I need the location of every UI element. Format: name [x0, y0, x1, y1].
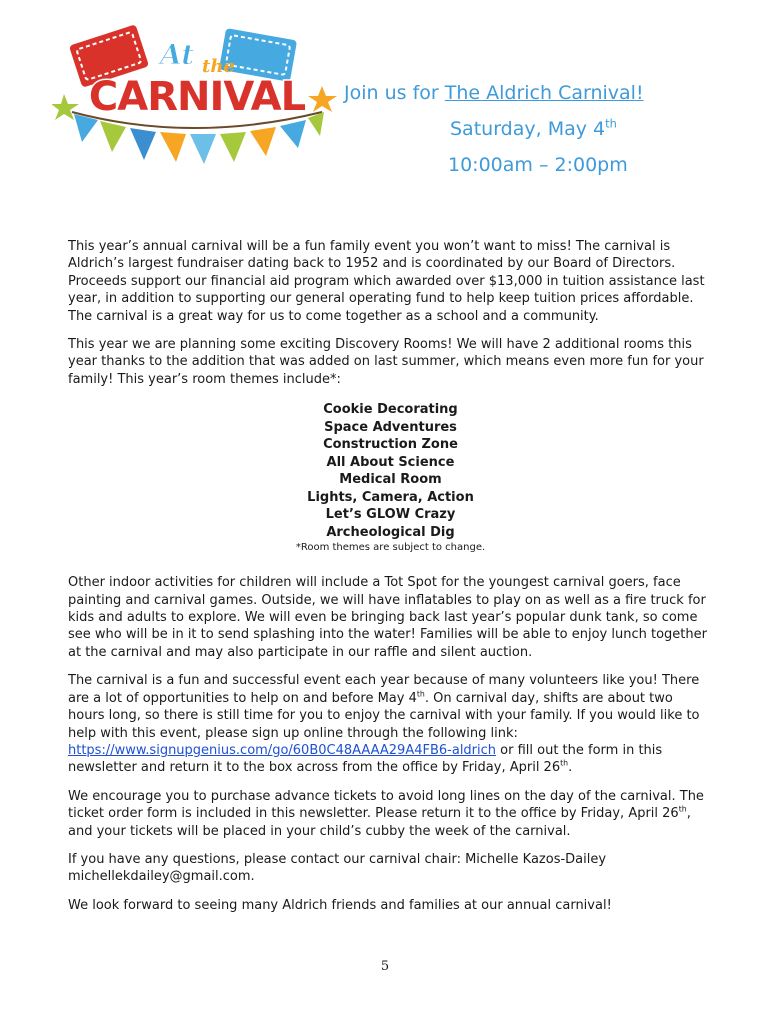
volunteer-text-1: The carnival is a fun and successful event each year because of many volunteers like you! There are a lot of opportunities to help on and before May 4 — [68, 673, 700, 706]
page-number: 5 — [380, 959, 390, 974]
star-icon — [308, 86, 337, 112]
volunteer-text-2: . On carnival day, shifts are about two hours long, so there is still time for you to enjoy the carnival with your family. If you would like to help with this event, please sign up online through the following link: — [68, 690, 700, 741]
volunteer-text-3: or fill out the form in this newsletter and return it to the box across from the office by Friday, April 26 — [68, 742, 663, 776]
room-theme: Space Adventures — [324, 419, 457, 435]
event-title-link[interactable]: The Aldrich Carnival! — [444, 82, 644, 104]
contact-paragraph: If you have any questions, please contact our carnival chair: Michelle Kazos-Dailey michellekdailey@gmail.com. — [68, 851, 607, 885]
tickets-text-2: , and your tickets will be placed in your child’s cubby the week of the carnival. — [68, 806, 691, 839]
volunteer-sup-2: th — [560, 758, 569, 768]
tickets-paragraph — [68, 788, 713, 840]
room-themes-list — [68, 401, 713, 541]
svg-text:CARNIVAL: CARNIVAL — [88, 74, 306, 120]
themes-note: *Room themes are subject to change. — [295, 542, 486, 554]
room-theme: Construction Zone — [323, 437, 458, 453]
volunteer-sup-1: th — [416, 689, 425, 699]
room-theme: All About Science — [326, 454, 455, 470]
room-theme: Archeological Dig — [326, 524, 455, 540]
tickets-text-1: We encourage you to purchase advance tickets to avoid long lines on the day of the carnival. The ticket order form is included in this newsletter. Please return it to the office by Friday, April 26 — [68, 788, 704, 822]
svg-text:the: the — [202, 56, 235, 77]
volunteer-paragraph — [68, 672, 713, 776]
newsletter-body — [68, 238, 713, 925]
intro-paragraph: This year’s annual carnival will be a fun family event you won’t want to miss! The carnival is Aldrich’s largest fundraiser dating back to 1952 and is coordinated by our Board of Directors. Proceeds support our financial aid program which awarded over $13,000 in tuition assistance last year, in addition to supporting our general operating fund to help keep tuition prices affordable. The carnival is a great way for us to come together as a school and a community. — [68, 239, 705, 324]
room-theme: Lights, Camera, Action — [307, 489, 474, 505]
room-theme: Let’s GLOW Crazy — [325, 507, 456, 523]
event-date-sup: th — [605, 116, 617, 131]
room-theme: Medical Room — [339, 472, 442, 488]
event-title-prefix: Join us for — [344, 82, 445, 104]
event-date — [450, 118, 617, 140]
svg-text:At: At — [160, 38, 195, 71]
activities-paragraph: Other indoor activities for children will include a Tot Spot for the youngest carnival goers, face painting and carnival games. Outside, we will have inflatables to play on as well as a fire truck for kids and adults to explore. We will even be bringing back last year’s popular dunk tank, so come see who will be in it to send splashing into the water! Families will be able to enjoy lunch together at the carnival and may also participate in our raffle and silent auction. — [68, 575, 707, 660]
event-time: 10:00am – 2:00pm — [448, 154, 628, 176]
tickets-sup: th — [678, 804, 687, 814]
closing-paragraph: We look forward to seeing many Aldrich friends and families at our annual carnival! — [68, 897, 612, 913]
event-title — [344, 82, 644, 104]
rooms-intro-paragraph: This year we are planning some exciting Discovery Rooms! We will have 2 additional rooms this year thanks to the addition that was added on last summer, which means even more fun for your family! This year’s room themes include*: — [68, 337, 704, 387]
event-date-text: Saturday, May 4 — [450, 118, 606, 140]
volunteer-text-4: . — [568, 760, 573, 776]
room-theme: Cookie Decorating — [323, 402, 458, 418]
carnival-logo — [52, 24, 342, 174]
signup-link[interactable]: https://www.signupgenius.com/go/60B0C48AAAA29A4FB6-aldrich — [68, 742, 497, 758]
